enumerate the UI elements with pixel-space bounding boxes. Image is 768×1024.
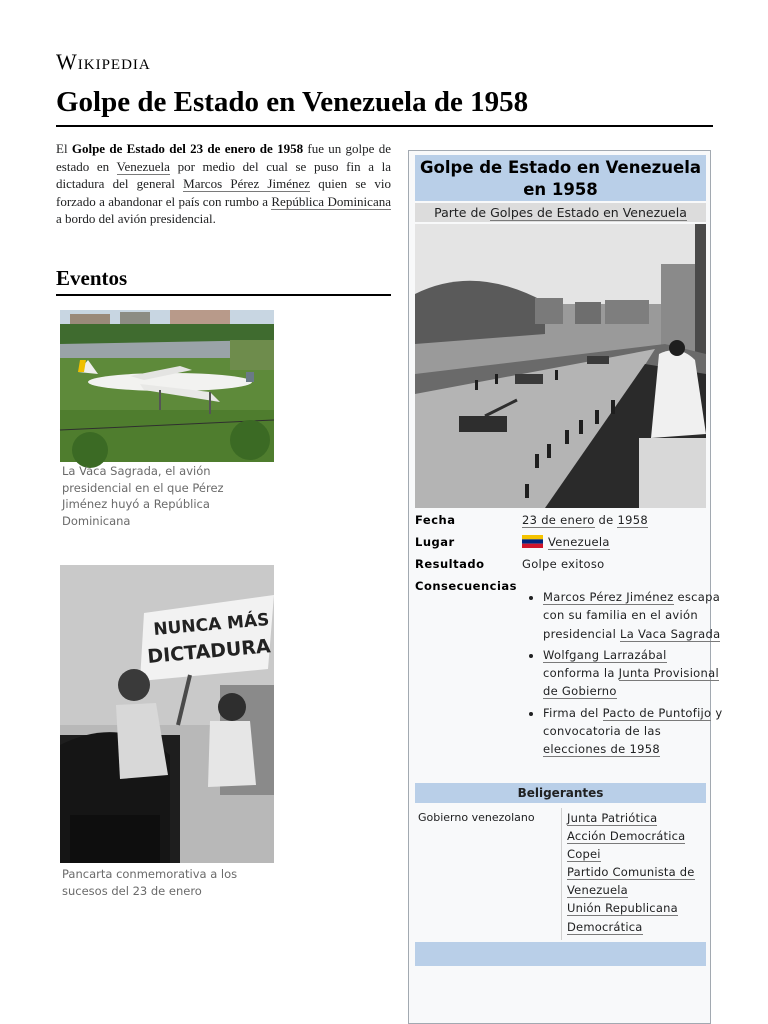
infobox-subtitle: [415, 203, 706, 222]
link-accion-democratica[interactable]: Acción Democrática: [567, 829, 686, 844]
resultado-label: Resultado: [415, 557, 485, 571]
infobox-main-photo[interactable]: [415, 224, 706, 508]
link-venezuela[interactable]: Venezuela: [116, 158, 170, 174]
link-elecciones-1958[interactable]: elecciones de 1958: [543, 742, 660, 757]
intro-bold-title: Golpe de Estado del 23 de enero de 1958: [71, 141, 304, 156]
beligerante-gobierno: Gobierno venezolano: [418, 811, 535, 824]
venezuela-flag-icon: [522, 535, 543, 548]
link-marcos-perez-jimenez-2[interactable]: Marcos Pérez Jiménez: [543, 590, 674, 604]
pancarta-photo: [60, 565, 274, 863]
wordmark-text: Wikipedia: [56, 49, 151, 74]
figure-pancarta-image[interactable]: [60, 565, 274, 863]
lugar-label: Lugar: [415, 535, 455, 549]
consecuencia-text-3a: Firma del: [543, 705, 603, 720]
sign-text-line2: DICTADURA: [146, 635, 272, 668]
link-golpes-de-estado[interactable]: Golpes de Estado en Venezuela: [490, 205, 687, 220]
link-23-de-enero[interactable]: 23 de enero: [522, 513, 595, 527]
section-heading-eventos: Eventos: [56, 266, 128, 290]
intro-text-4: quien se vio forzado a abandonar el país con rumbo a: [56, 176, 391, 209]
list-item: [543, 588, 726, 643]
infobox-title: Golpe de Estado en Venezuela en 1958: [415, 155, 706, 201]
list-item[interactable]: [567, 899, 707, 935]
link-la-vaca-sagrada[interactable]: La Vaca Sagrada: [620, 626, 721, 641]
intro-text-2: fue un golpe de estado en: [56, 141, 391, 174]
list-item[interactable]: [567, 809, 707, 827]
figure-vaca-sagrada-image[interactable]: [60, 310, 274, 462]
list-item: [543, 646, 726, 701]
beligerantes-divider: [561, 808, 562, 940]
consecuencias-label: Consecuencias: [415, 579, 518, 593]
link-1958[interactable]: 1958: [617, 513, 648, 527]
fecha-value: [522, 513, 648, 527]
intro-paragraph: [56, 140, 391, 228]
beligerantes-header: Beligerantes: [415, 783, 706, 803]
link-wolfgang-larrazabal[interactable]: Wolfgang Larrazábal: [543, 647, 667, 662]
link-copei[interactable]: Copei: [567, 847, 601, 862]
link-junta-provisional[interactable]: Junta Provisional de Gobierno: [543, 666, 719, 699]
section-divider: [56, 294, 391, 296]
consecuencias-list: [525, 588, 726, 762]
consecuencia-text-2: conforma la: [543, 666, 619, 681]
intro-text-1: El: [56, 141, 72, 156]
link-republica-dominicana[interactable]: República Dominicana: [271, 193, 391, 209]
infobox-section-bar: [415, 942, 706, 966]
intro-text-3: por medio del cual se puso fin a la dictadura del general: [56, 158, 392, 191]
list-item: [543, 704, 726, 759]
fecha-connector: de: [594, 513, 618, 527]
fecha-label: Fecha: [415, 513, 456, 527]
consecuencia-text-3b: y convocatoria de las: [543, 705, 723, 739]
page-title: Golpe de Estado en Venezuela de 1958: [56, 86, 529, 118]
list-item[interactable]: [567, 827, 707, 845]
link-partido-comunista[interactable]: Partido Comunista de Venezuela: [567, 865, 695, 898]
link-pacto-de-puntofijo[interactable]: Pacto de Puntofijo: [602, 705, 712, 720]
sign-text-line1: NUNCA MÁS: [152, 609, 271, 640]
subtitle-prefix: Parte de: [434, 205, 491, 220]
beligerantes-opposition-list: [567, 809, 707, 936]
figure-pancarta-caption: Pancarta conmemorativa a los sucesos del 23 de enero: [62, 867, 238, 898]
resultado-value: Golpe exitoso: [522, 557, 605, 571]
infobox: [408, 150, 723, 1024]
link-union-republicana[interactable]: Unión Republicana Democrática: [567, 901, 678, 934]
list-item[interactable]: [567, 863, 707, 899]
link-junta-patriotica[interactable]: Junta Patriótica: [567, 811, 658, 825]
link-marcos-perez-jimenez[interactable]: Marcos Pérez Jiménez: [183, 176, 311, 191]
figure-vaca-sagrada-caption: La Vaca Sagrada, el avión presidencial en el que Pérez Jiménez huyó a República Dominicana: [62, 464, 224, 528]
lugar-value: [522, 535, 610, 549]
title-divider: [56, 125, 713, 127]
link-venezuela-lugar[interactable]: Venezuela: [548, 535, 610, 549]
airplane-photo: [60, 310, 274, 462]
tanks-street-photo: [415, 224, 706, 508]
wikipedia-wordmark[interactable]: [56, 49, 151, 75]
consecuencia-text-1: escapa con su familia en el avión presidencial: [543, 590, 721, 641]
list-item[interactable]: [567, 845, 707, 863]
intro-text-5: a bordo del avión presidencial.: [56, 211, 216, 226]
